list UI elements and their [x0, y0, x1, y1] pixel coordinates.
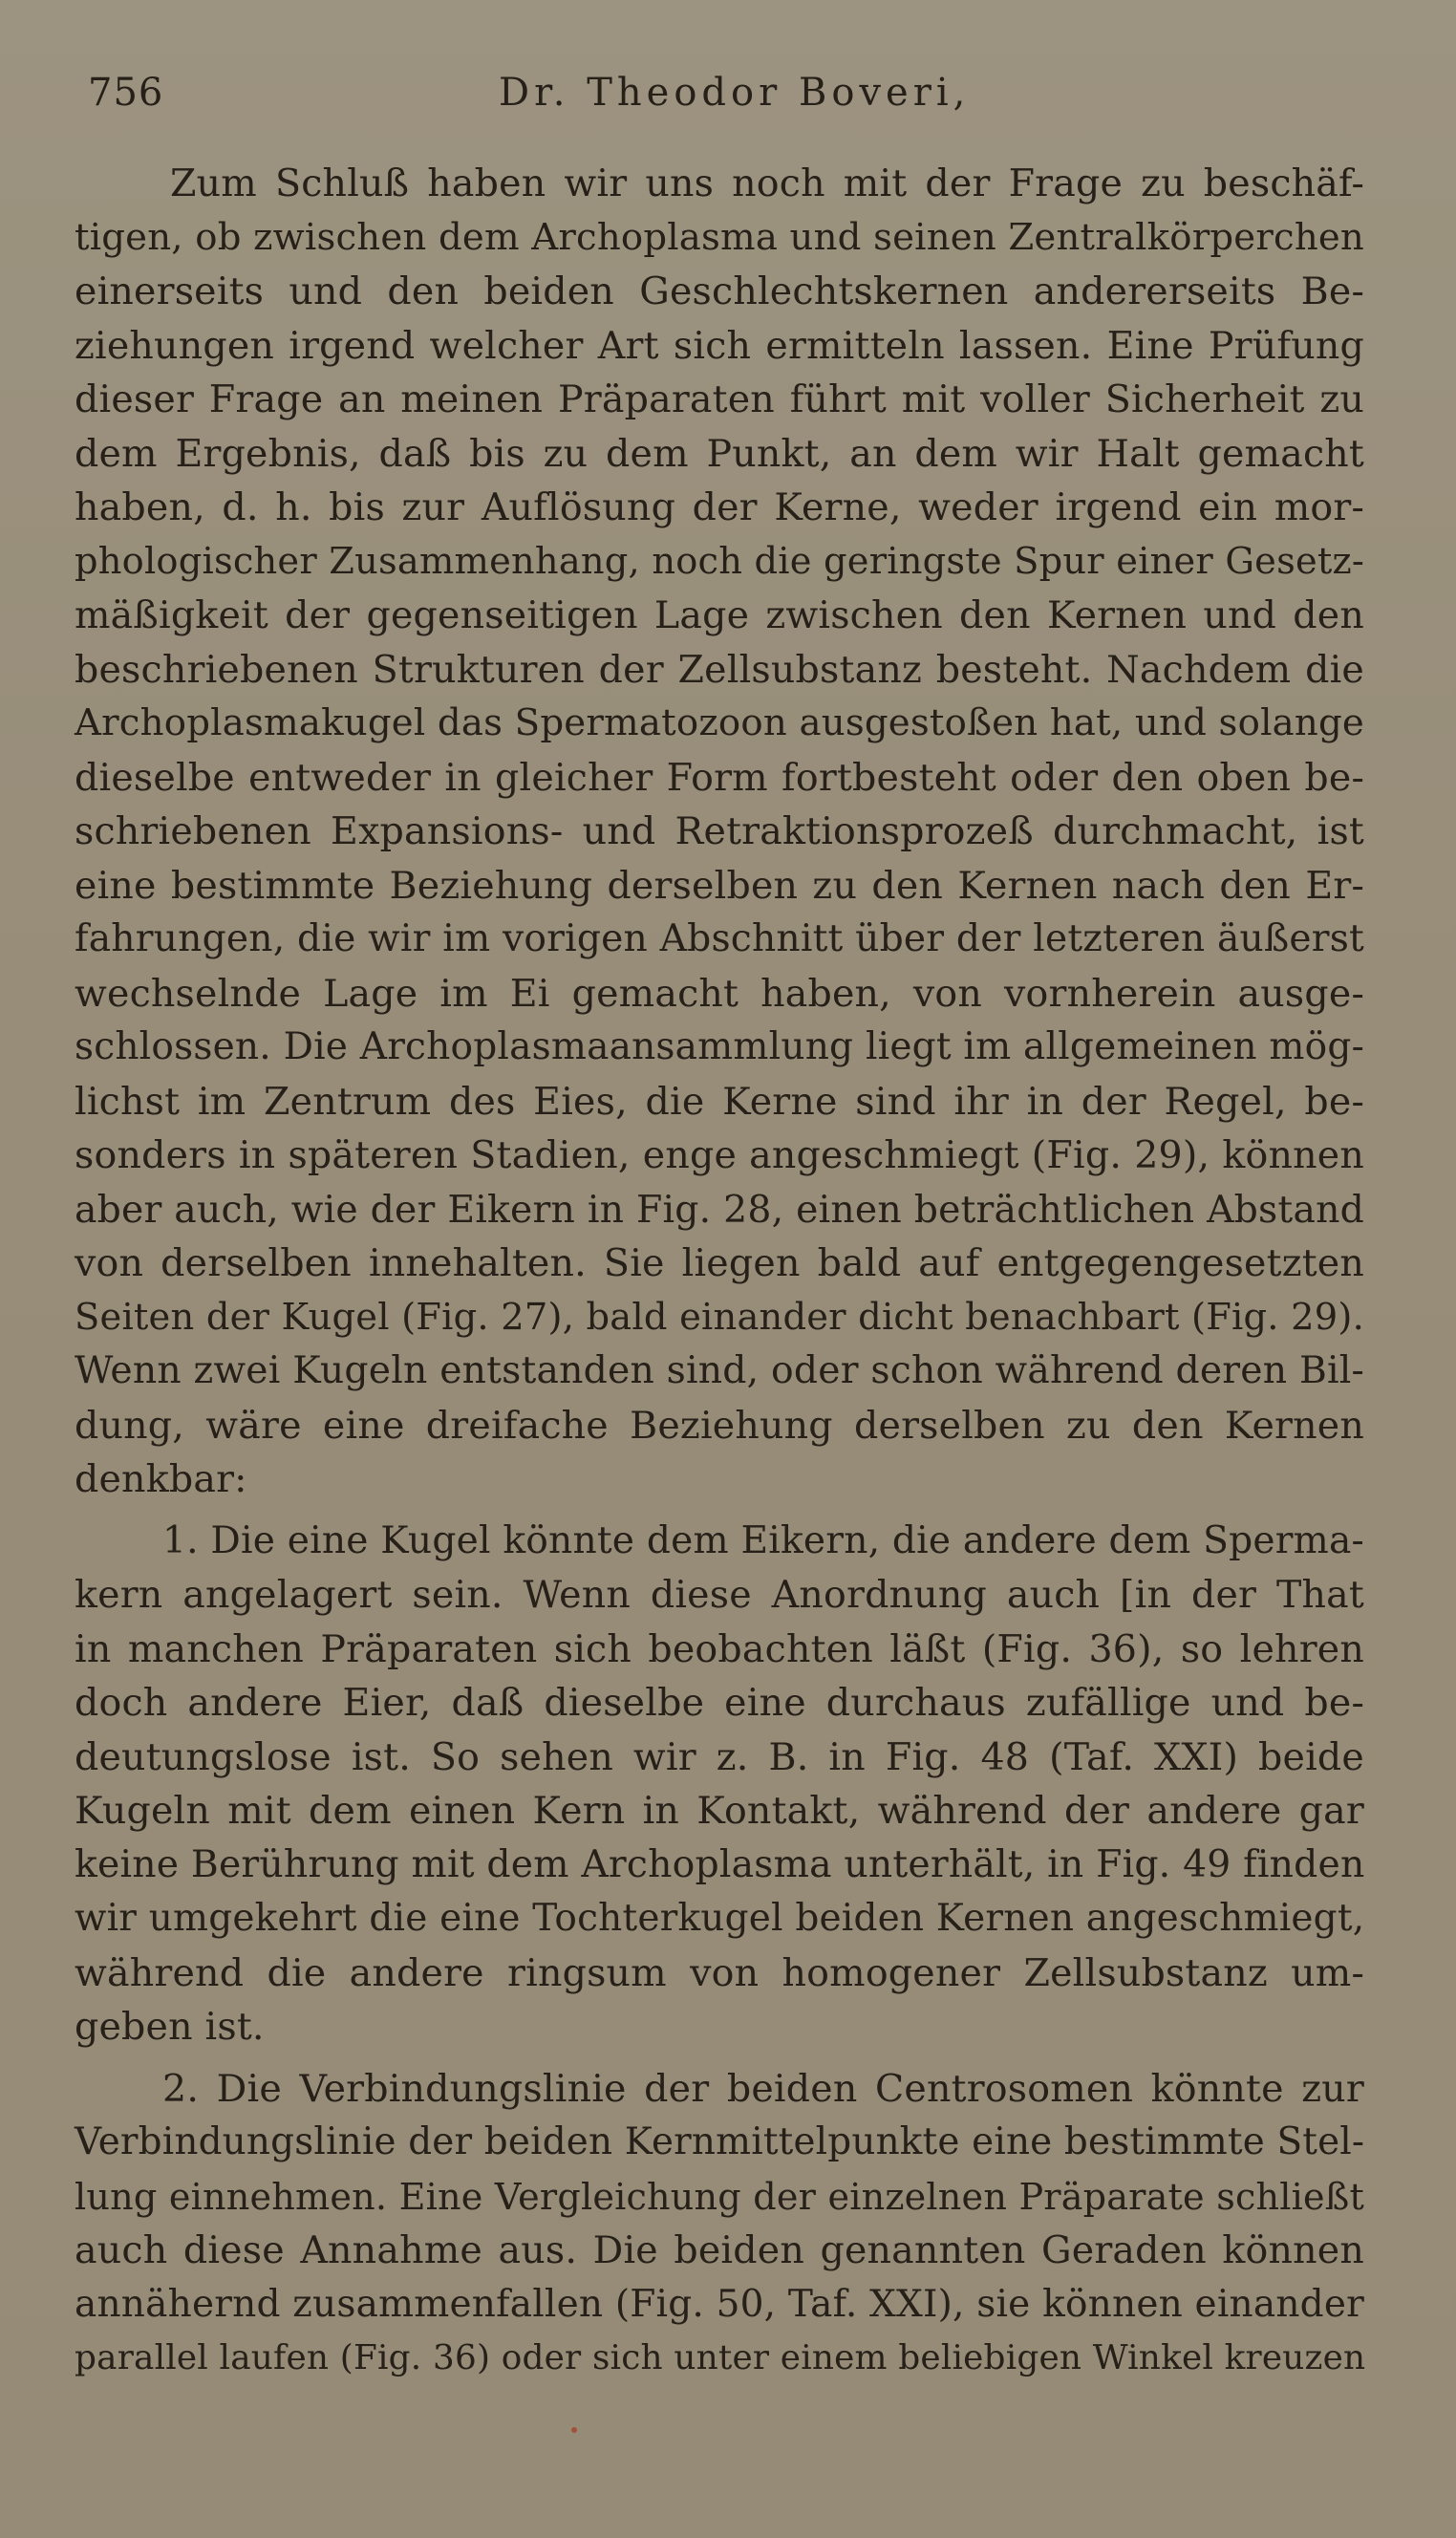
paragraph-3 [75, 2062, 1364, 2386]
text-line: doch andere Eier, daß dieselbe eine durchaus zufällige und be- [75, 1681, 1364, 1725]
running-head: Dr. Theodor Boveri, [499, 71, 971, 115]
text-line: einerseits und den beiden Geschlechtskernen andererseits Be- [75, 269, 1364, 313]
paper-speck [571, 2427, 577, 2433]
body-text [75, 157, 1364, 2386]
text-line: fahrungen, die wir im vorigen Abschnitt über der letzteren äußerst [75, 917, 1364, 960]
text-line: dem Ergebnis, daß bis zu dem Punkt, an dem wir Halt gemacht [75, 431, 1364, 476]
text-line: haben, d. h. bis zur Auflösung der Kerne, weder irgend ein mor- [75, 485, 1364, 529]
text-line: tigen, ob zwischen dem Archoplasma und seinen Zentralkörperchen [75, 215, 1364, 259]
page-number: 756 [88, 71, 164, 115]
text-line: Wenn zwei Kugeln entstanden sind, oder schon während deren Bil- [75, 1349, 1365, 1392]
text-line: annähernd zusammenfallen (Fig. 50, Taf. XXI), sie können einander [75, 2282, 1365, 2326]
text-line: Seiten der Kugel (Fig. 27), bald einander dicht benachbart (Fig. 29). [75, 1295, 1364, 1339]
text-line: ziehungen irgend welcher Art sich ermitteln lassen. Eine Prüfung [75, 323, 1364, 368]
text-line: eine bestimmte Beziehung derselben zu den Kernen nach den Er- [75, 863, 1364, 908]
paragraph-1 [75, 157, 1364, 1507]
paragraph-spacer [75, 2054, 1364, 2062]
text-line: beschriebenen Strukturen der Zellsubstanz besteht. Nachdem die [75, 647, 1364, 692]
text-line: denkbar: [75, 1457, 247, 1501]
text-line: geben ist. [75, 2005, 265, 2049]
text-line: in manchen Präparaten sich beobachten läßt (Fig. 36), so lehren [75, 1626, 1364, 1671]
text-line: dung, wäre eine dreifache Beziehung derselben zu den Kernen [75, 1403, 1364, 1448]
page-header [88, 71, 1368, 128]
text-line: keine Berührung mit dem Archoplasma unterhält, in Fig. 49 finden [75, 1842, 1365, 1886]
text-line: während die andere ringsum von homogener Zellsubstanz um- [75, 1950, 1364, 1995]
text-line: mäßigkeit der gegenseitigen Lage zwischen den Kernen und den [75, 593, 1364, 637]
text-line: auch diese Annahme aus. Die beiden genannten Geraden können [75, 2228, 1364, 2272]
text-line: Zum Schluß haben wir uns noch mit der Frage zu beschäf- [170, 161, 1364, 205]
text-line: sonders in späteren Stadien, enge angeschmiegt (Fig. 29), können [75, 1133, 1364, 1177]
text-line: aber auch, wie der Eikern in Fig. 28, einen beträchtlichen Abstand [75, 1187, 1364, 1232]
text-line: lichst im Zentrum des Eies, die Kerne sind ihr in der Regel, be- [75, 1079, 1364, 1124]
text-line: wechselnde Lage im Ei gemacht haben, von vornherein ausge- [75, 971, 1364, 1016]
text-line: dieselbe entweder in gleicher Form fortbesteht oder den oben be- [75, 755, 1364, 800]
text-line: lung einnehmen. Eine Vergleichung der einzelnen Präparate schließt [75, 2175, 1364, 2218]
text-line: dieser Frage an meinen Präparaten führt mit voller Sicherheit zu [75, 377, 1364, 421]
text-line: kern angelagert sein. Wenn diese Anordnung auch [in der That [75, 1573, 1364, 1617]
text-line: deutungslose ist. So sehen wir z. B. in Fig. 48 (Taf. XXI) beide [75, 1734, 1364, 1779]
text-line: von derselben innehalten. Sie liegen bald auf entgegengesetzten [75, 1241, 1364, 1285]
text-line: Kugeln mit dem einen Kern in Kontakt, während der andere gar [75, 1789, 1364, 1833]
text-line: 1. Die eine Kugel könnte dem Eikern, die andere dem Sperma- [162, 1518, 1364, 1562]
text-line: schlossen. Die Archoplasmaansammlung liegt im allgemeinen mög- [75, 1025, 1364, 1068]
text-line: parallel laufen (Fig. 36) oder sich unter einem beliebigen Winkel kreuzen [75, 2338, 1366, 2377]
text-line: Verbindungslinie der beiden Kernmittelpunkte eine bestimmte Stel- [75, 2120, 1365, 2163]
text-line: 2. Die Verbindungslinie der beiden Centrosomen könnte zur [162, 2066, 1364, 2111]
paragraph-spacer [75, 1507, 1364, 1515]
text-line: wir umgekehrt die eine Tochterkugel beiden Kernen angeschmiegt, [75, 1897, 1365, 1940]
text-line: phologischer Zusammenhang, noch die geringste Spur einer Gesetz- [75, 539, 1365, 583]
paragraph-2 [75, 1515, 1364, 2054]
text-line: schriebenen Expansions- und Retraktionsprozeß durchmacht, ist [75, 809, 1364, 853]
text-line: Archoplasmakugel das Spermatozoon ausgestoßen hat, und solange [75, 701, 1364, 744]
